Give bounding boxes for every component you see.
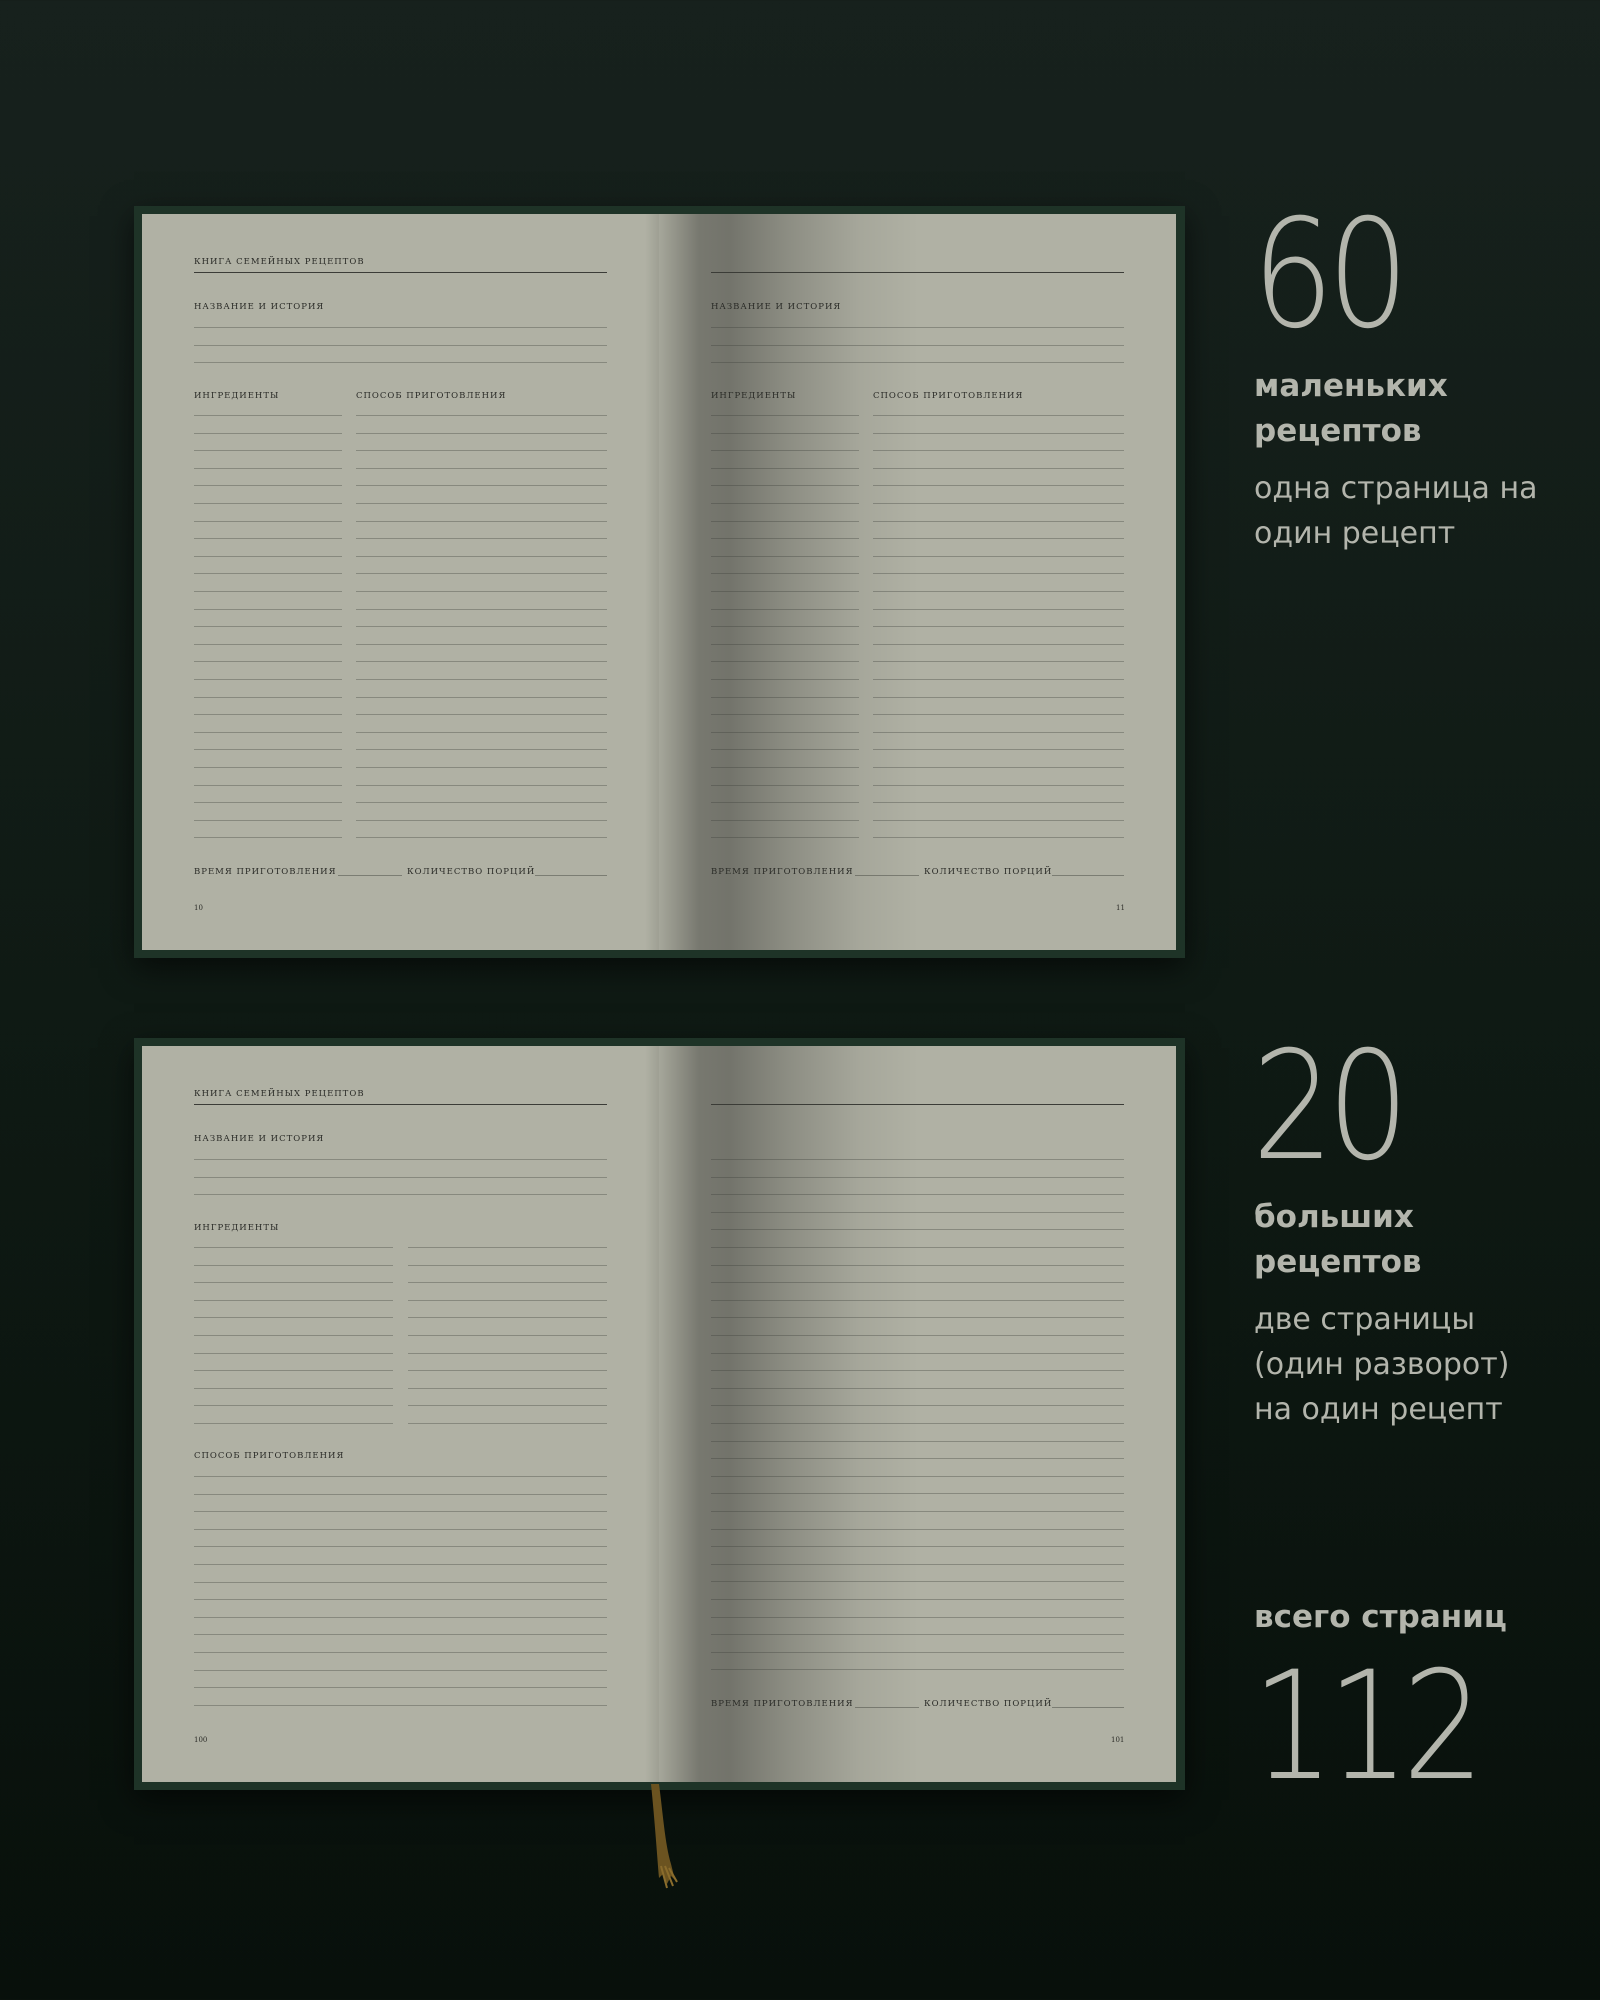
ruled-line	[711, 1458, 1124, 1459]
ruled-line	[194, 679, 342, 680]
ruled-line	[194, 1687, 607, 1688]
ruled-line	[711, 785, 859, 786]
method-lines	[194, 1476, 607, 1706]
ruled-line	[711, 1317, 1124, 1318]
ruled-line	[711, 1159, 1124, 1160]
ruled-line	[711, 1212, 1124, 1213]
ruled-line	[194, 749, 342, 750]
ruled-line	[873, 556, 1124, 557]
ruled-line	[356, 556, 607, 557]
ruled-line	[711, 485, 859, 486]
ruled-line	[873, 521, 1124, 522]
ruled-line	[711, 1529, 1124, 1530]
ruled-line	[194, 1265, 393, 1266]
ruled-line	[356, 573, 607, 574]
ruled-line	[711, 679, 859, 680]
ruled-line	[711, 538, 859, 539]
ruled-line	[194, 1370, 393, 1371]
ruled-line	[873, 609, 1124, 610]
book-header: КНИГА СЕМЕЙНЫХ РЕЦЕПТОВ	[194, 1089, 365, 1099]
large-recipes-count: 20	[1252, 1020, 1403, 1194]
header-rule	[711, 272, 1124, 273]
ruled-line	[194, 1652, 607, 1653]
ruled-line	[873, 591, 1124, 592]
ruled-line	[873, 767, 1124, 768]
ruled-line	[873, 732, 1124, 733]
ruled-line	[194, 1335, 393, 1336]
ingredients-lines-right	[408, 1247, 607, 1427]
portions-rule	[535, 875, 607, 876]
ruled-line	[194, 1705, 607, 1706]
ruled-line	[194, 661, 342, 662]
ruled-line	[356, 485, 607, 486]
ruled-line	[356, 749, 607, 750]
ruled-line	[408, 1335, 607, 1336]
ruled-line	[356, 714, 607, 715]
large-recipes-desc: две страницы (один разворот) на один рецепт	[1254, 1302, 1510, 1427]
ruled-line	[873, 573, 1124, 574]
ruled-line	[711, 837, 859, 838]
ruled-line	[711, 732, 859, 733]
book-header: КНИГА СЕМЕЙНЫХ РЕЦЕПТОВ	[194, 257, 365, 267]
ruled-line	[194, 1670, 607, 1671]
ruled-line	[711, 1669, 1124, 1670]
ruled-line	[356, 837, 607, 838]
ruled-line	[873, 749, 1124, 750]
ruled-line	[194, 820, 342, 821]
ruled-line	[356, 521, 607, 522]
time-label: ВРЕМЯ ПРИГОТОВЛЕНИЯ	[711, 867, 854, 877]
total-pages-title: всего страниц	[1254, 1599, 1507, 1635]
ruled-line	[356, 538, 607, 539]
ruled-line	[711, 1423, 1124, 1424]
ruled-line	[194, 591, 342, 592]
ruled-line	[194, 1247, 393, 1248]
ruled-line	[194, 538, 342, 539]
ingredients-label: ИНГРЕДИЕНТЫ	[194, 391, 280, 401]
ruled-line	[711, 450, 859, 451]
book-spread	[142, 214, 1176, 950]
ruled-line	[873, 679, 1124, 680]
title-lines	[194, 327, 607, 367]
book-spread	[142, 1046, 1176, 1782]
ruled-line	[194, 697, 342, 698]
ruled-line	[711, 415, 859, 416]
ruled-line	[711, 1370, 1124, 1371]
ruled-line	[194, 556, 342, 557]
ruled-line	[873, 802, 1124, 803]
title-label: НАЗВАНИЕ И ИСТОРИЯ	[194, 302, 325, 312]
method-lines	[873, 415, 1124, 845]
ingredients-label: ИНГРЕДИЕНТЫ	[711, 391, 797, 401]
ruled-line	[194, 415, 342, 416]
ruled-line	[194, 626, 342, 627]
ruled-line	[194, 1353, 393, 1354]
ruled-line	[194, 450, 342, 451]
ruled-line	[711, 573, 859, 574]
ruled-line	[194, 1511, 607, 1512]
ruled-line	[408, 1247, 607, 1248]
ruled-line	[873, 661, 1124, 662]
portions-rule	[1052, 875, 1124, 876]
ruled-line	[356, 697, 607, 698]
ruled-line	[194, 837, 342, 838]
page-number: 11	[1116, 904, 1125, 912]
ruled-line	[356, 732, 607, 733]
ruled-line	[194, 1388, 393, 1389]
ruled-line	[356, 503, 607, 504]
header-rule	[194, 1104, 607, 1105]
ruled-line	[194, 1564, 607, 1565]
ruled-line	[711, 820, 859, 821]
ruled-line	[356, 415, 607, 416]
ruled-line	[711, 1335, 1124, 1336]
ruled-line	[711, 1229, 1124, 1230]
ruled-line	[711, 609, 859, 610]
ruled-line	[711, 327, 1124, 328]
ruled-line	[408, 1405, 607, 1406]
left-page	[142, 214, 659, 950]
ruled-line	[194, 345, 607, 346]
ruled-line	[711, 1247, 1124, 1248]
ruled-line	[711, 626, 859, 627]
header-rule	[711, 1104, 1124, 1105]
time-rule	[338, 875, 402, 876]
ruled-line	[194, 1582, 607, 1583]
left-page	[142, 1046, 659, 1782]
ruled-line	[711, 1353, 1124, 1354]
ruled-line	[873, 785, 1124, 786]
ruled-line	[711, 1476, 1124, 1477]
ruled-line	[356, 644, 607, 645]
ruled-line	[873, 503, 1124, 504]
large-recipe-book	[134, 1038, 1185, 1790]
ruled-line	[194, 1423, 393, 1424]
ruled-line	[194, 468, 342, 469]
ruled-line	[711, 802, 859, 803]
ruled-line	[711, 1581, 1124, 1582]
title-label: НАЗВАНИЕ И ИСТОРИЯ	[194, 1134, 325, 1144]
ruled-line	[194, 573, 342, 574]
time-label: ВРЕМЯ ПРИГОТОВЛЕНИЯ	[194, 867, 337, 877]
ruled-line	[194, 1494, 607, 1495]
ruled-line	[711, 1441, 1124, 1442]
ruled-line	[873, 714, 1124, 715]
ruled-line	[873, 697, 1124, 698]
ruled-line	[356, 591, 607, 592]
method-lines	[711, 1159, 1124, 1679]
ruled-line	[356, 802, 607, 803]
ruled-line	[873, 433, 1124, 434]
portions-label: КОЛИЧЕСТВО ПОРЦИЙ	[924, 867, 1053, 877]
ruled-line	[711, 1617, 1124, 1618]
ruled-line	[711, 468, 859, 469]
ruled-line	[356, 679, 607, 680]
ruled-line	[711, 503, 859, 504]
time-rule	[855, 1707, 919, 1708]
total-pages-count: 112	[1252, 1640, 1478, 1814]
ruled-line	[711, 1194, 1124, 1195]
ruled-line	[408, 1317, 607, 1318]
ingredients-lines	[711, 415, 859, 845]
ruled-line	[711, 1511, 1124, 1512]
ruled-line	[711, 1599, 1124, 1600]
ruled-line	[194, 1317, 393, 1318]
ruled-line	[356, 433, 607, 434]
ingredients-label: ИНГРЕДИЕНТЫ	[194, 1223, 280, 1233]
title-lines	[194, 1159, 607, 1199]
ruled-line	[873, 468, 1124, 469]
right-page	[659, 214, 1176, 950]
ruled-line	[711, 749, 859, 750]
small-recipes-desc: одна страница на один рецепт	[1254, 471, 1538, 551]
portions-label: КОЛИЧЕСТВО ПОРЦИЙ	[924, 1699, 1053, 1709]
ruled-line	[194, 1405, 393, 1406]
ruled-line	[711, 1177, 1124, 1178]
ruled-line	[873, 837, 1124, 838]
ruled-line	[194, 1546, 607, 1547]
ruled-line	[408, 1388, 607, 1389]
ruled-line	[194, 785, 342, 786]
ruled-line	[408, 1353, 607, 1354]
ruled-line	[194, 1300, 393, 1301]
ruled-line	[711, 556, 859, 557]
ruled-line	[711, 591, 859, 592]
ingredients-lines-left	[194, 1247, 393, 1427]
ruled-line	[356, 820, 607, 821]
ruled-line	[711, 644, 859, 645]
ruled-line	[408, 1282, 607, 1283]
ruled-line	[194, 1617, 607, 1618]
ruled-line	[194, 732, 342, 733]
ruled-line	[408, 1300, 607, 1301]
ruled-line	[194, 644, 342, 645]
portions-label: КОЛИЧЕСТВО ПОРЦИЙ	[407, 867, 536, 877]
ruled-line	[711, 1388, 1124, 1389]
ruled-line	[711, 1282, 1124, 1283]
ruled-line	[194, 1599, 607, 1600]
header-rule	[194, 272, 607, 273]
ruled-line	[194, 503, 342, 504]
ruled-line	[711, 661, 859, 662]
ingredients-lines	[194, 415, 342, 845]
ruled-line	[408, 1265, 607, 1266]
portions-rule	[1052, 1707, 1124, 1708]
method-lines	[356, 415, 607, 845]
ruled-line	[873, 820, 1124, 821]
ruled-line	[711, 1634, 1124, 1635]
title-lines	[711, 327, 1124, 367]
ruled-line	[711, 1546, 1124, 1547]
ruled-line	[194, 1634, 607, 1635]
ruled-line	[873, 450, 1124, 451]
page-number: 10	[194, 904, 203, 912]
small-recipe-book	[134, 206, 1185, 958]
small-recipes-title: маленьких рецептов	[1254, 368, 1448, 449]
title-label: НАЗВАНИЕ И ИСТОРИЯ	[711, 302, 842, 312]
time-label: ВРЕМЯ ПРИГОТОВЛЕНИЯ	[711, 1699, 854, 1709]
ruled-line	[356, 767, 607, 768]
ruled-line	[711, 362, 1124, 363]
ruled-line	[711, 1265, 1124, 1266]
bookmark-ribbon	[651, 1784, 691, 1894]
small-recipes-count: 60	[1252, 188, 1403, 362]
ruled-line	[194, 1529, 607, 1530]
ruled-line	[711, 433, 859, 434]
ruled-line	[194, 609, 342, 610]
ruled-line	[194, 1476, 607, 1477]
ruled-line	[873, 415, 1124, 416]
ruled-line	[194, 521, 342, 522]
ruled-line	[711, 1493, 1124, 1494]
ruled-line	[873, 485, 1124, 486]
ruled-line	[194, 714, 342, 715]
ruled-line	[194, 1177, 607, 1178]
ruled-line	[194, 1194, 607, 1195]
ruled-line	[356, 468, 607, 469]
ruled-line	[356, 626, 607, 627]
ruled-line	[873, 644, 1124, 645]
ruled-line	[356, 785, 607, 786]
method-label: СПОСОБ ПРИГОТОВЛЕНИЯ	[873, 391, 1024, 401]
ruled-line	[711, 1405, 1124, 1406]
time-rule	[855, 875, 919, 876]
page-number: 100	[194, 1736, 208, 1744]
page-number: 101	[1111, 1736, 1125, 1744]
ruled-line	[356, 450, 607, 451]
ruled-line	[711, 1300, 1124, 1301]
ruled-line	[194, 802, 342, 803]
ruled-line	[711, 1652, 1124, 1653]
ruled-line	[408, 1423, 607, 1424]
method-label: СПОСОБ ПРИГОТОВЛЕНИЯ	[194, 1451, 345, 1461]
ruled-line	[711, 521, 859, 522]
ruled-line	[873, 626, 1124, 627]
ruled-line	[711, 697, 859, 698]
large-recipes-title: больших рецептов	[1254, 1199, 1422, 1280]
ruled-line	[194, 485, 342, 486]
ruled-line	[711, 1564, 1124, 1565]
ruled-line	[356, 661, 607, 662]
ruled-line	[194, 767, 342, 768]
ruled-line	[356, 609, 607, 610]
ruled-line	[711, 714, 859, 715]
ruled-line	[711, 767, 859, 768]
ruled-line	[194, 1159, 607, 1160]
ruled-line	[194, 327, 607, 328]
right-page	[659, 1046, 1176, 1782]
ruled-line	[408, 1370, 607, 1371]
ruled-line	[194, 1282, 393, 1283]
ruled-line	[194, 433, 342, 434]
method-label: СПОСОБ ПРИГОТОВЛЕНИЯ	[356, 391, 507, 401]
ruled-line	[873, 538, 1124, 539]
ruled-line	[711, 345, 1124, 346]
ruled-line	[194, 362, 607, 363]
